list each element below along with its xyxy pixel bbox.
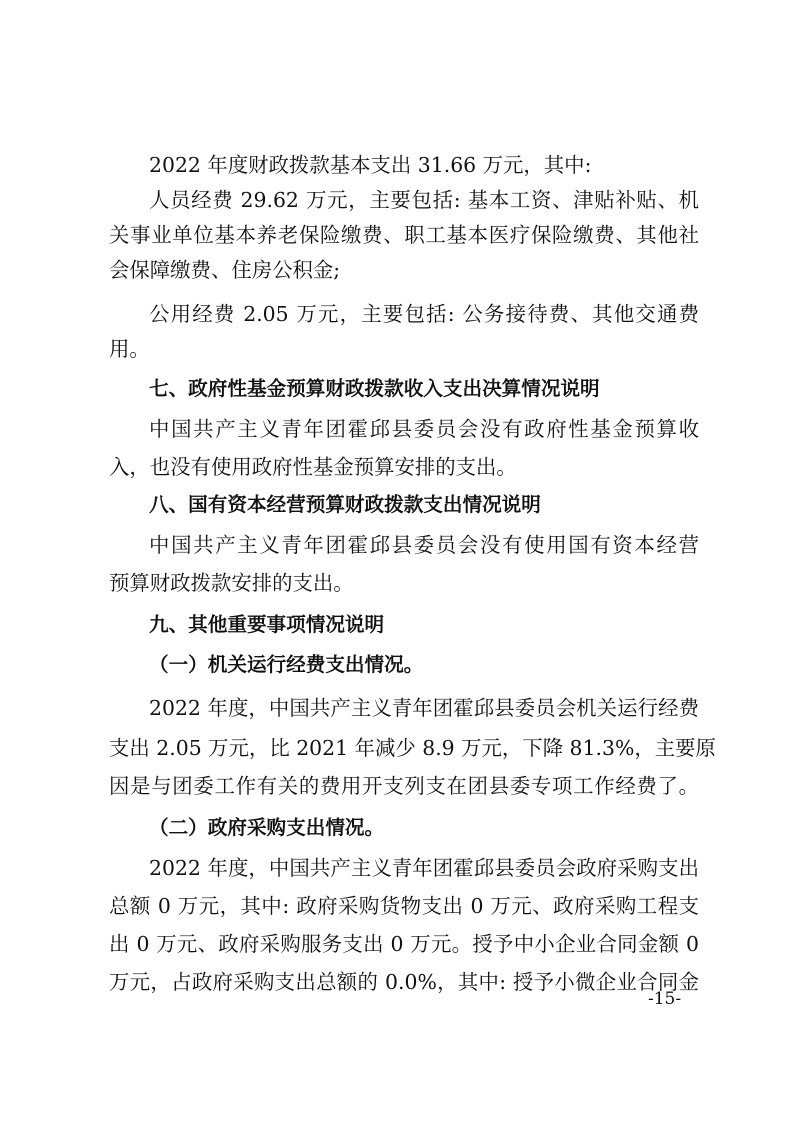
subheading-procurement: （二）政府采购支出情况。	[149, 816, 385, 839]
section-heading-9: 九、其他重要事项情况说明	[149, 613, 385, 636]
paragraph-section-8-line-2: 预算财政拨款安排的支出。	[109, 571, 354, 595]
paragraph-basic-expenditure: 2022 年度财政拨款基本支出 31.66 万元，其中:	[149, 153, 592, 177]
paragraph-procurement-line-4: 万元，占政府采购支出总额的 0.0%，其中: 授予小微企业合同金	[109, 970, 699, 994]
paragraph-section-7-line-2: 入，也没有使用政府性基金预算安排的支出。	[109, 455, 517, 479]
paragraph-public-line-1: 公用经费 2.05 万元，主要包括: 公务接待费、其他交通费	[149, 302, 699, 326]
subheading-operating-costs: （一）机关运行经费支出情况。	[149, 653, 424, 676]
paragraph-procurement-line-2: 总额 0 万元，其中: 政府采购货物支出 0 万元、政府采购工程支	[109, 894, 699, 918]
paragraph-operating-line-3: 因是与团委工作有关的费用开支列支在团县委专项工作经费了。	[109, 774, 699, 798]
paragraph-procurement-line-1: 2022 年度，中国共产主义青年团霍邱县委员会政府采购支出	[149, 856, 699, 880]
page-number: -15-	[648, 989, 682, 1009]
paragraph-section-8-line-1: 中国共产主义青年团霍邱县委员会没有使用国有资本经营	[149, 533, 699, 557]
paragraph-public-line-2: 用。	[109, 337, 150, 361]
paragraph-personnel-line-3: 会保障缴费、住房公积金;	[109, 258, 341, 282]
section-heading-8: 八、国有资本经营预算财政拨款支出情况说明	[149, 493, 541, 516]
paragraph-operating-line-2: 支出 2.05 万元，比 2021 年减少 8.9 万元，下降 81.3%，主要原	[109, 736, 716, 760]
paragraph-personnel-line-1: 人员经费 29.62 万元，主要包括: 基本工资、津贴补贴、机	[149, 188, 699, 212]
paragraph-procurement-line-3: 出 0 万元、政府采购服务支出 0 万元。授予中小企业合同金额 0	[109, 932, 699, 956]
section-heading-7: 七、政府性基金预算财政拨款收入支出决算情况说明	[149, 377, 600, 400]
paragraph-personnel-line-2: 关事业单位基本养老保险缴费、职工基本医疗保险缴费、其他社	[109, 223, 699, 247]
paragraph-operating-line-1: 2022 年度，中国共产主义青年团霍邱县委员会机关运行经费	[149, 696, 699, 720]
paragraph-section-7-line-1: 中国共产主义青年团霍邱县委员会没有政府性基金预算收	[149, 417, 699, 441]
